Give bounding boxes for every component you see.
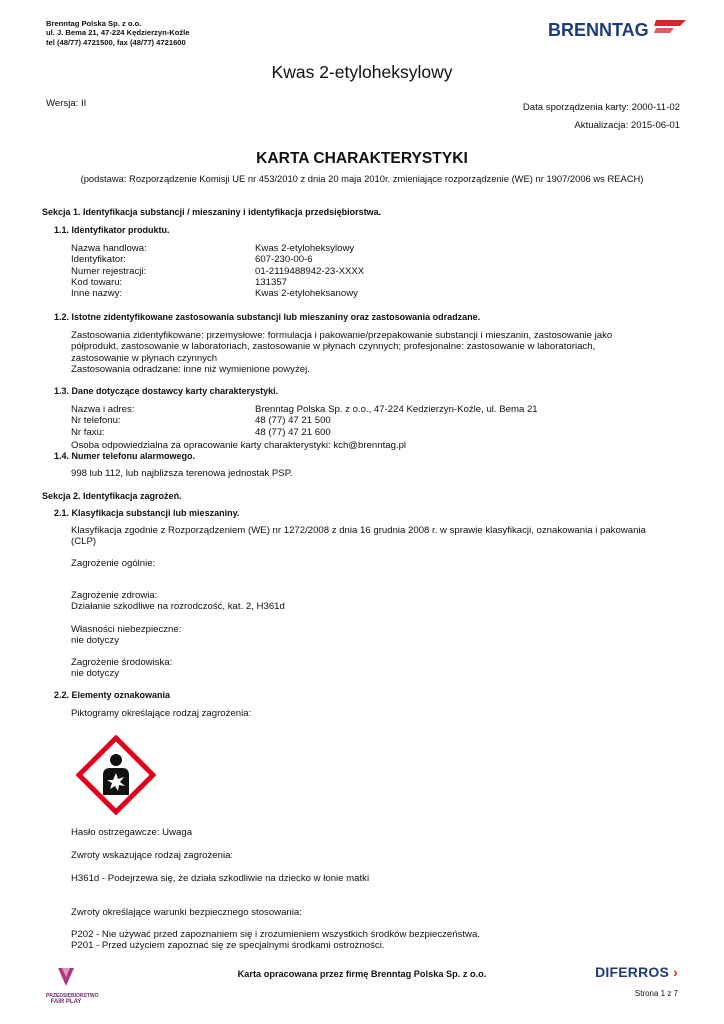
- prepared-by: Karta opracowana przez firmę Brenntag Polska Sp. z o.o.: [237, 969, 487, 979]
- health-hazard-label: Zagrożenie zdrowia:: [71, 590, 158, 601]
- dangerous-properties-label: Własności niebezpieczne:: [71, 624, 182, 635]
- row-value: Kwas 2-etyloheksylowy: [255, 243, 355, 254]
- company-name: Brenntag Polska Sp. z o.o.: [46, 19, 142, 28]
- diferros-arrow-icon: ›: [669, 964, 678, 980]
- health-hazard-value: Działanie szkodliwe na rozrodczość, kat. 2, H361d: [71, 601, 285, 613]
- logo-text: BRENNTAG: [548, 20, 649, 40]
- table-row: [71, 254, 364, 265]
- company-address: ul. J. Bema 21, 47-224 Kędzierzyn-Koźle: [46, 28, 190, 38]
- emergency-number: 998 lub 112, lub najbliższa terenowa jednostak PSP.: [71, 468, 293, 479]
- table-row: [71, 277, 364, 288]
- health-hazard-block: [71, 590, 681, 613]
- diferros-text: DIFERROS: [595, 964, 670, 980]
- section-1-4-heading: 1.4. Numer telefonu alarmowego.: [54, 451, 196, 461]
- page-number: Strona 1 z 7: [634, 989, 678, 998]
- row-key: Kod towaru:: [71, 276, 123, 288]
- uses-line: Zastosowania odradzane: inne niż wymienione powyżej.: [71, 363, 310, 375]
- company-phone: tel (48/77) 4721500, fax (48/77) 4721600: [46, 37, 186, 47]
- date-created: Data sporządzenia karty: 2000-11-02: [522, 102, 680, 113]
- table-row: [71, 404, 538, 415]
- row-value: 607-230-00-6: [255, 254, 313, 266]
- row-key: Nr faxu:: [71, 426, 105, 438]
- signal-word: Hasło ostrzegawcze: Uwaga: [71, 827, 193, 838]
- precautionary-statement-p201: P201 - Przed użyciem zapoznać się ze specjalnymi środkami ostrożności.: [71, 940, 385, 952]
- environment-hazard-block: [71, 657, 681, 680]
- row-key: Numer rejestracji:: [71, 265, 147, 277]
- health-hazard-icon: [76, 735, 156, 815]
- fair-play-line2: FAIR PLAY: [50, 999, 82, 1006]
- dangerous-properties-value: nie dotyczy: [71, 635, 119, 647]
- regulation-basis: (podstawa: Rozporządzenie Komisji UE nr 453/2010 z dnia 20 maja 2010r. zmieniające rozporządzenie (WE) nr 1907/2006 ws REACH): [80, 173, 644, 184]
- row-key: Nr telefonu:: [71, 415, 121, 427]
- environment-hazard-value: nie dotyczy: [71, 668, 119, 680]
- company-info: [46, 19, 190, 47]
- table-row: [71, 243, 364, 254]
- classification-line: Klasyfikacja zgodnie z Rozporządzeniem (WE) nr 1272/2008 z dnia 16 grudnia 2008 r. w sprawie klasyfikacji, oznakowania i pakowania: [71, 525, 646, 536]
- brenntag-logo-icon: [548, 16, 688, 42]
- section-1-heading: Sekcja 1. Identyfikacja substancji / mieszaniny i identyfikacja przedsiębiorstwa.: [42, 207, 382, 217]
- section-1-3-heading: 1.3. Dane dotyczące dostawcy karty charakterystyki.: [54, 386, 279, 396]
- row-value: 131357: [255, 276, 288, 288]
- section-2-1-heading: 2.1. Klasyfikacja substancji lub mieszaniny.: [54, 508, 240, 518]
- fair-play-line1: PRZEDSIĘBIORSTWO: [46, 993, 99, 1000]
- section-1-1-heading: 1.1. Identyfikator produktu.: [54, 225, 170, 235]
- pictograms-label: Piktogramy określające rodzaj zagrożenia:: [71, 708, 252, 719]
- section-1-2-heading: 1.2. Istotne zidentyfikowane zastosowania substancji lub mieszaniny oraz zastosowania odradzane.: [54, 312, 481, 322]
- supplier-table: [71, 404, 538, 438]
- table-row: [71, 288, 364, 299]
- row-key: Identyfikator:: [71, 254, 126, 266]
- environment-hazard-label: Zagrożenie środowiska:: [71, 657, 173, 668]
- table-row: [71, 427, 538, 438]
- precautionary-statements-label: Zwroty określające warunki bezpiecznego stosowania:: [71, 907, 302, 918]
- diferros-logo: [595, 964, 678, 980]
- version-label: Wersja: II: [46, 98, 87, 109]
- row-key: Inne nazwy:: [71, 288, 123, 300]
- row-value: 48 (77) 47 21 600: [255, 426, 331, 438]
- row-key: Nazwa handlowa:: [71, 243, 147, 254]
- uses-line: Zastosowania zidentyfikowane: przemysłowe: formulacja i pakowanie/przepakowanie substancji i mieszanin, zastosowanie jako: [71, 330, 613, 341]
- main-title: KARTA CHARAKTERYSTYKI: [256, 150, 468, 167]
- dangerous-properties-block: [71, 624, 681, 647]
- hazard-statement-h361d: H361d - Podejrzewa się, że działa szkodliwie na dziecko w łonie matki: [71, 873, 370, 884]
- precautionary-statement-p202: P202 - Nie używać przed zapoznaniem się i zrozumieniem wszystkich środków bezpieczeństwa.: [71, 929, 480, 940]
- product-identifier-table: [71, 243, 364, 299]
- date-updated: Aktualizacja: 2015-06-01: [574, 119, 680, 131]
- identified-uses: [71, 330, 681, 375]
- section-2-heading: Sekcja 2. Identyfikacja zagrożeń.: [42, 491, 182, 501]
- row-value: Kwas 2-etyloheksanowy: [255, 288, 358, 300]
- dates-block: [523, 99, 680, 134]
- general-hazard-label: Zagrożenie ogólnie:: [71, 558, 156, 569]
- uses-line: półprodukt, zastosowanie w laboratoriach, zastosowanie w płynach czynnych; profesjonalne: zastosowanie w laboratoriach,: [71, 341, 596, 353]
- hazard-statements-label: Zwroty wskazujące rodzaj zagrożenia:: [71, 850, 234, 861]
- brenntag-logo: [548, 16, 688, 45]
- row-value: 48 (77) 47 21 500: [255, 415, 331, 427]
- classification-text: [71, 525, 681, 548]
- row-value: 01-2119488942-23-XXXX: [255, 265, 365, 277]
- precautionary-statements: [71, 929, 681, 952]
- table-row: [71, 415, 538, 426]
- row-key: Nazwa i adres:: [71, 404, 135, 415]
- table-row: [71, 266, 364, 277]
- responsible-person: Osoba odpowiedzialna za opracowanie karty charakterystyki: kch@brenntag.pl: [71, 440, 407, 451]
- document-title: Kwas 2-etyloheksylowy: [271, 62, 453, 82]
- uses-line: zastosowanie w płynach czynnych: [71, 352, 218, 364]
- row-value: Brenntag Polska Sp. z o.o., 47-224 Kedzierzyn-Koźle, ul. Bema 21: [255, 404, 538, 415]
- classification-line: (CLP): [71, 536, 97, 548]
- section-2-2-heading: 2.2. Elementy oznakowania: [54, 690, 171, 700]
